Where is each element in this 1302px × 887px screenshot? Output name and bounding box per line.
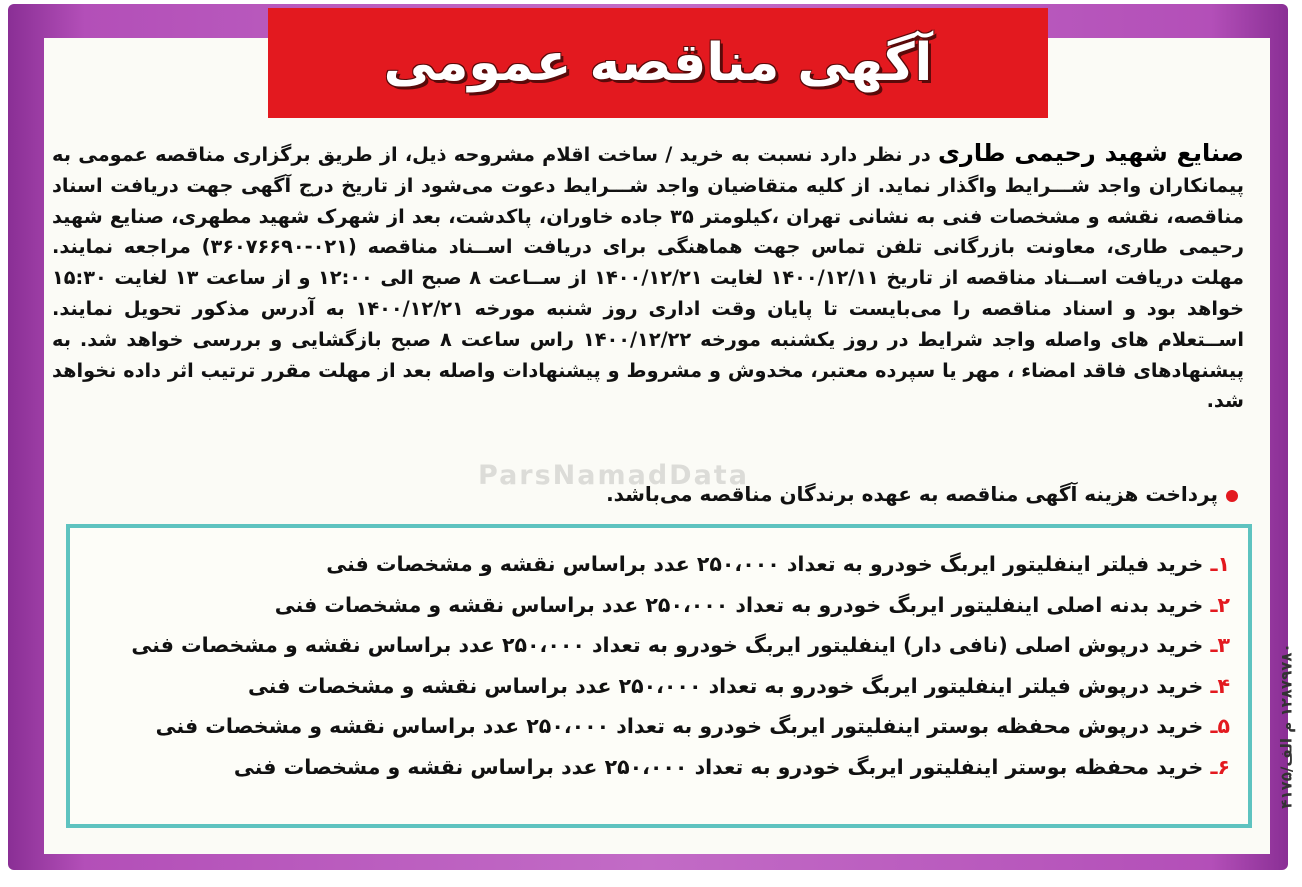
- items-list: [131, 544, 1230, 787]
- item-number: ۶ـ: [1210, 754, 1230, 779]
- ad-title: آگهی مناقصه عمومی: [383, 33, 933, 93]
- company-name: صنایع شهید رحیمی طاری: [938, 139, 1244, 167]
- item-text: خرید درپوش اصلی (نافی دار) اینفلیتور ایربگ خودرو به تعداد ۲۵۰،۰۰۰ عدد براساس نقشه و مشخصات فنی: [131, 633, 1211, 657]
- item-text: خرید بدنه اصلی اینفلیتور ایربگ خودرو به تعداد ۲۵۰،۰۰۰ عدد براساس نقشه و مشخصات فنی: [274, 592, 1211, 617]
- bullet-icon: [1226, 490, 1238, 502]
- items-box: [66, 524, 1252, 828]
- ad-body-paragraph: [52, 138, 1244, 417]
- watermark: ParsNamadData: [478, 460, 749, 491]
- item-number: ۲ـ: [1210, 592, 1230, 617]
- item-text: خرید فیلتر اینفلیتور ایربگ خودرو به تعداد ۲۵۰،۰۰۰ عدد براساس نقشه و مشخصات فنی: [326, 552, 1211, 576]
- item-text: خرید محفظه بوستر اینفلیتور ایربگ خودرو به تعداد ۲۵۰،۰۰۰ عدد براساس نقشه و مشخصات فنی: [233, 754, 1211, 779]
- list-item: [131, 666, 1230, 707]
- bottom-margin: [0, 872, 1302, 887]
- ad-reference-code-text: ۱۲۸۷۹۷۸۰ م الف/۴۱۷۵: [1278, 643, 1296, 809]
- item-number: ۱ـ: [1210, 552, 1230, 576]
- item-text: خرید درپوش فیلتر اینفلیتور ایربگ خودرو به تعداد ۲۵۰،۰۰۰ عدد براساس نقشه و مشخصات فنی: [247, 673, 1211, 698]
- list-item: [131, 706, 1230, 747]
- ad-reference-code: [1272, 586, 1302, 866]
- item-number: ۵ـ: [1210, 714, 1230, 738]
- list-item: [131, 625, 1230, 666]
- list-item: [131, 544, 1230, 585]
- item-number: ۳ـ: [1210, 633, 1230, 657]
- list-item: [131, 747, 1230, 788]
- item-text: خرید درپوش محفظه بوستر اینفلیتور ایربگ خودرو به تعداد ۲۵۰،۰۰۰ عدد براساس نقشه و مشخصات فنی: [155, 714, 1211, 738]
- item-number: ۴ـ: [1210, 673, 1230, 698]
- payment-note-text: پرداخت هزینه آگهی مناقصه به عهده برندگان مناقصه می‌باشد.: [606, 482, 1218, 506]
- list-item: [131, 585, 1230, 626]
- title-banner: [268, 8, 1048, 118]
- body-text: در نظر دارد نسبت به خرید / ساخت اقلام مشروحه ذیل، از طریق برگزاری مناقصه عمومی به پیمانکاران واجد شـــرایط واگذار نماید. از کلیه متقاضیان واجد شـــرایط دعوت می‌شود از تاریخ درج آگهی جهت دریافت اسناد مناقصه، نقشه و مشخصات فنی به نشانی تهران ،کیلومتر ۳۵ جاده خاوران، پاکدشت، بعد از شهرک شهید مطهری، صنایع شهید رحیمی طاری، معاونت بازرگانی تلفن تماس جهت هماهنگی برای دریافت اســناد مناقصه (۰۲۱-۳۶۰۷۶۶۹۰) مراجعه نمایند. مهلت دریافت اســناد مناقصه از تاریخ ۱۴۰۰/۱۲/۱۱ لغایت ۱۴۰۰/۱۲/۲۱ از ســاعت ۸ صبح الی ۱۲:۰۰ و از ساعت ۱۳ لغایت ۱۵:۳۰ خواهد بود و اسناد مناقصه را می‌بایست تا پایان وقت اداری روز شنبه مورخه ۱۴۰۰/۱۲/۲۱ به آدرس مذکور تحویل نمایند. اســتعلام های واصله واجد شرایط در روز یکشنبه مورخه ۱۴۰۰/۱۲/۲۲ راس ساعت ۸ صبح بازگشایی و بررسی خواهد شد. به پیشنهادهای فاقد امضاء ، مهر یا سپرده معتبر، مخدوش و مشروط و پیشنهادات واصله بعد از مهلت مقرر ترتیب اثر داده نخواهد شد.: [52, 143, 1245, 413]
